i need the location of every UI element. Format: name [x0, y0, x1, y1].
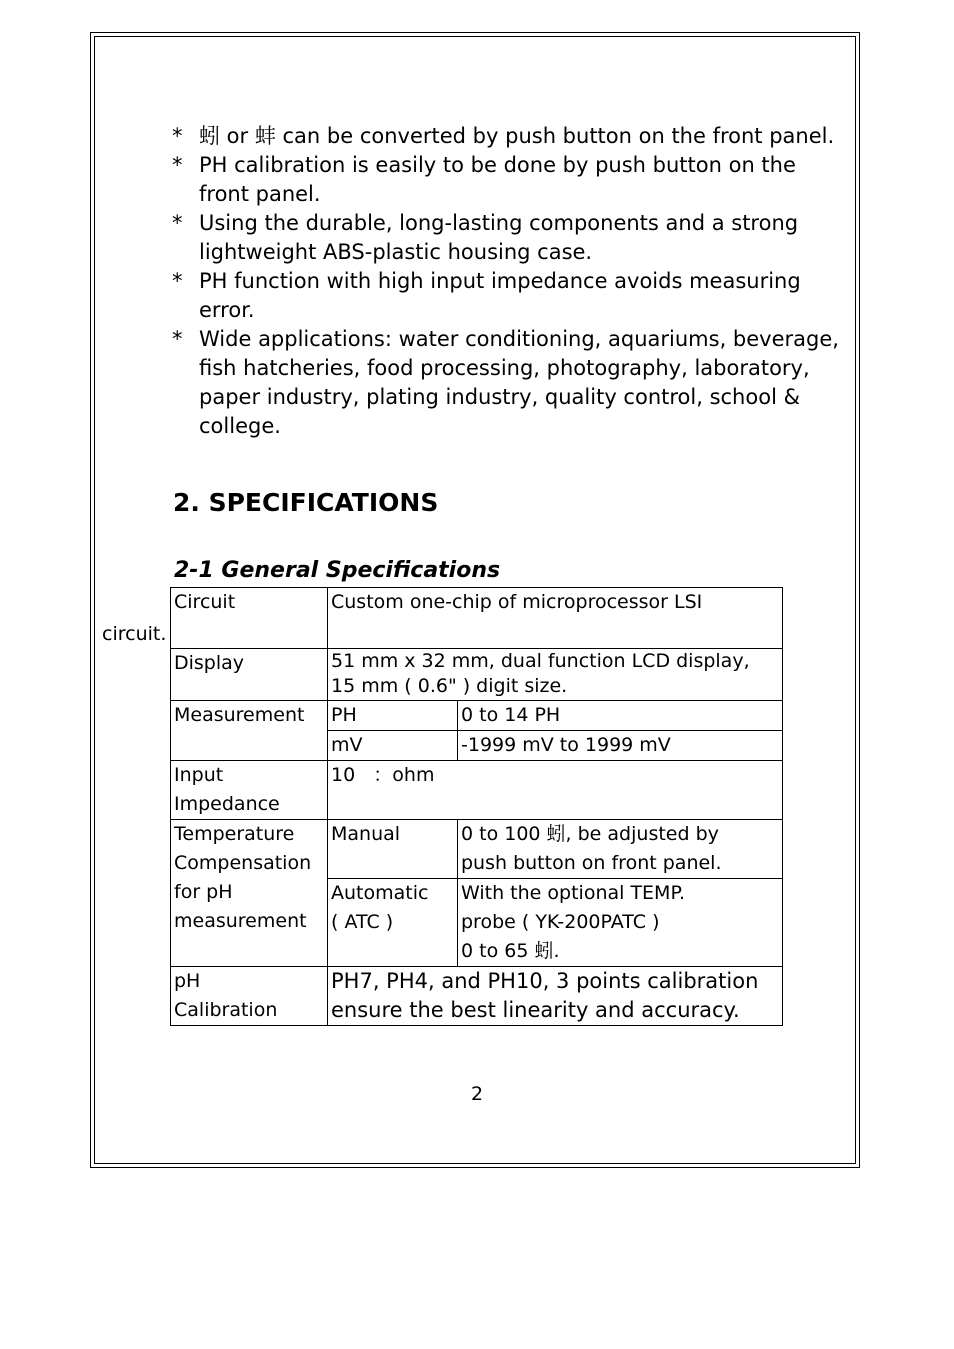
spec-label-line: measurement: [174, 910, 307, 932]
spec-label-line: Calibration: [174, 999, 278, 1021]
spec-label-line: Compensation: [174, 852, 312, 874]
feature-item: [172, 209, 852, 267]
page-number: 2: [470, 1083, 484, 1105]
spec-subname-line: ( ATC ): [331, 911, 394, 933]
bullet-marker: *: [172, 269, 183, 293]
spec-label: Display: [171, 649, 328, 701]
feature-text: PH calibration is easily to be done by push button on the front panel.: [199, 153, 796, 206]
feature-item: [172, 122, 852, 151]
bullet-marker: *: [172, 211, 183, 235]
spec-label-line: Input: [174, 764, 224, 786]
feature-text: 蚓 or 蚌 can be converted by push button on the front panel.: [199, 124, 835, 148]
table-row: [171, 649, 783, 701]
spec-value-line: 51 mm x 32 mm, dual function LCD display,: [331, 650, 750, 672]
table-row: [171, 588, 783, 649]
table-row: [171, 761, 783, 820]
feature-text: Wide applications: water conditioning, aquariums, beverage, fish hatcheries, food processing, photography, laboratory, paper industry, plating industry, quality control, school & college.: [199, 327, 839, 438]
spec-label-line: Temperature: [174, 823, 295, 845]
feature-item: [172, 325, 852, 441]
spec-value: -1999 mV to 1999 mV: [458, 731, 783, 761]
spec-subname: mV: [328, 731, 458, 761]
spec-value-line: With the optional TEMP.: [461, 882, 685, 904]
spec-value-line: 15 mm ( 0.6" ) digit size.: [331, 675, 568, 697]
bullet-marker: *: [172, 327, 183, 351]
spec-subname: [328, 879, 458, 967]
feature-list: [172, 122, 852, 441]
spec-value: [458, 879, 783, 967]
spec-value: [328, 649, 783, 701]
specs-table: [170, 587, 783, 1026]
bullet-marker: *: [172, 153, 183, 177]
spec-value-line: 0 to 100 蚓, be adjusted by: [461, 823, 719, 845]
spec-subname: Manual: [328, 820, 458, 879]
spec-value: 0 to 14 PH: [458, 701, 783, 731]
table-row: [171, 820, 783, 879]
spec-subname-line: Automatic: [331, 882, 429, 904]
feature-item: [172, 267, 852, 325]
spec-label: Circuit: [171, 588, 328, 649]
spec-value: Custom one-chip of microprocessor LSI: [328, 588, 783, 649]
spec-value-line: probe ( YK-200PATC ): [461, 911, 660, 933]
spec-value: [328, 967, 783, 1026]
spec-label-line: pH: [174, 970, 201, 992]
spec-label-line: for pH: [174, 881, 233, 903]
spec-label: [171, 820, 328, 967]
table-row: [171, 701, 783, 731]
spec-label: [171, 967, 328, 1026]
spec-value-line: push button on front panel.: [461, 852, 722, 874]
spec-value: [458, 820, 783, 879]
bullet-marker: *: [172, 124, 183, 148]
spec-label: Measurement: [171, 701, 328, 761]
spec-label-line: Impedance: [174, 793, 280, 815]
feature-item: [172, 151, 852, 209]
spec-subname: PH: [328, 701, 458, 731]
table-row: [171, 967, 783, 1026]
feature-text: PH function with high input impedance avoids measuring error.: [199, 269, 801, 322]
spec-value-line: PH7, PH4, and PH10, 3 points calibration: [331, 969, 759, 993]
section-title: 2. SPECIFICATIONS: [173, 488, 439, 517]
stray-text: circuit.: [102, 623, 167, 645]
spec-value: 10 ：ohm: [328, 761, 783, 820]
feature-text: Using the durable, long-lasting components and a strong lightweight ABS-plastic housing case.: [199, 211, 799, 264]
spec-label: [171, 761, 328, 820]
section-subtitle: 2-1 General Specifications: [174, 558, 501, 583]
spec-value-line: ensure the best linearity and accuracy.: [331, 998, 740, 1022]
spec-value-line: 0 to 65 蚓.: [461, 940, 560, 962]
